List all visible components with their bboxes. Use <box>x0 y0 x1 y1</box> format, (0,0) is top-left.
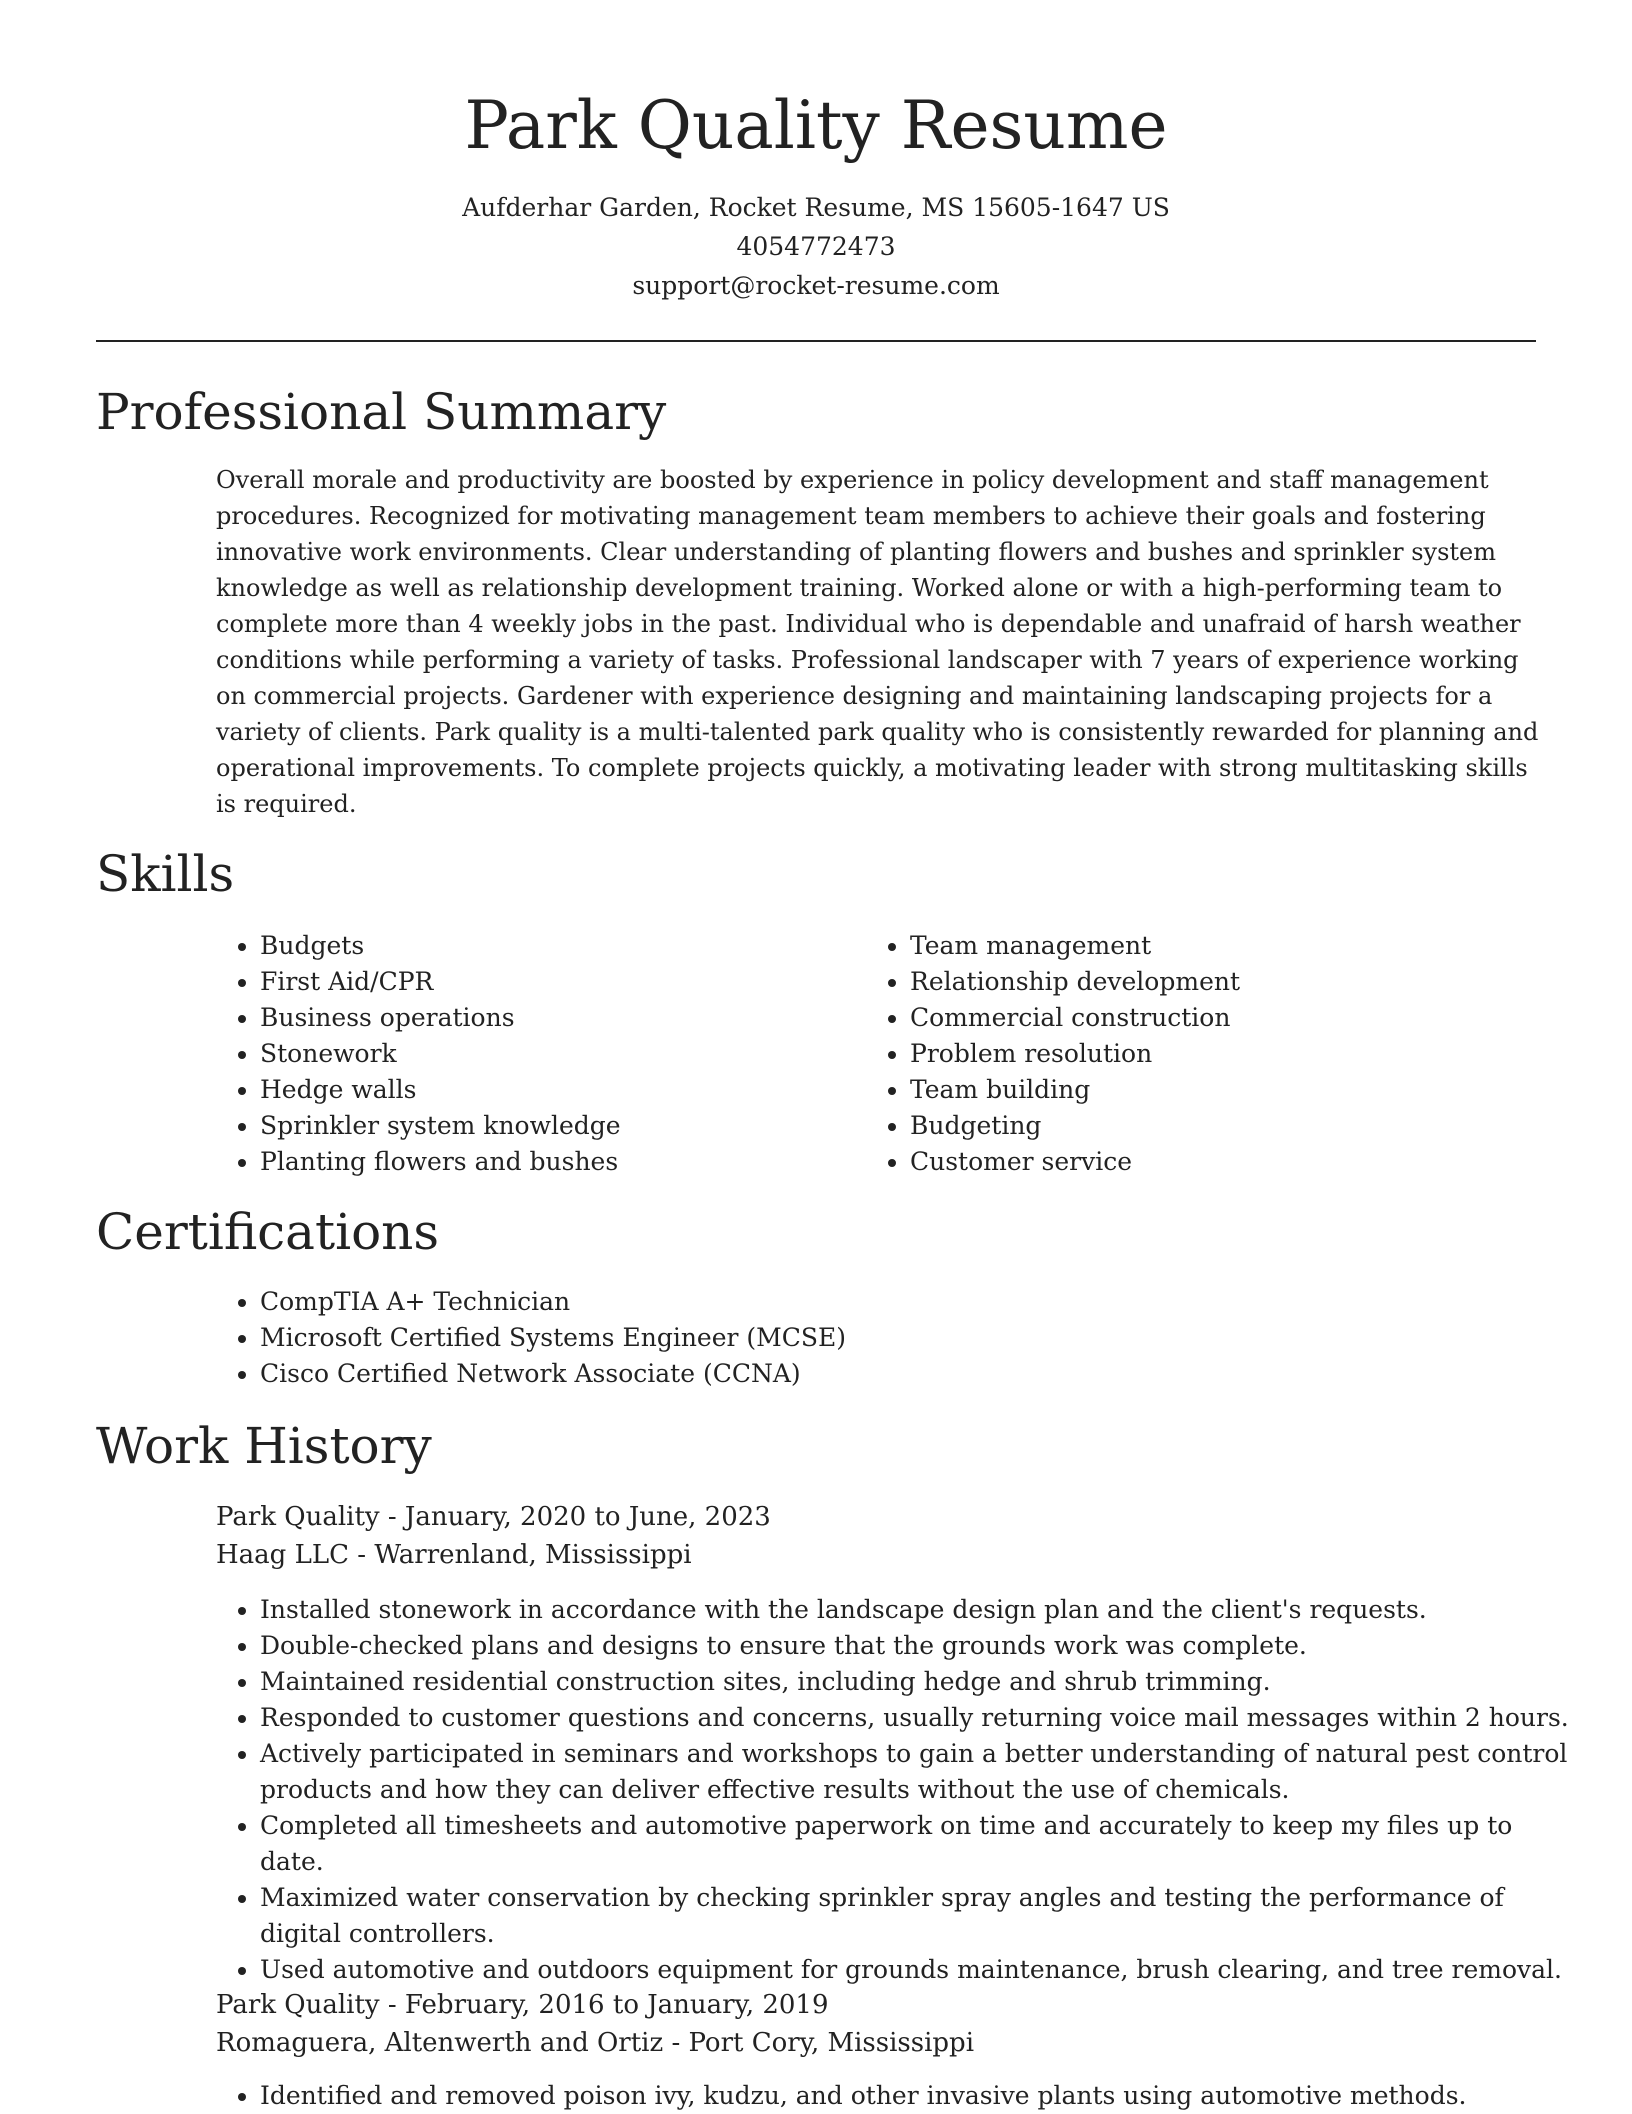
list-item: • Team building <box>910 1072 1550 1108</box>
list-item: • Stonework <box>260 1036 860 1072</box>
list-item: • Budgeting <box>910 1108 1550 1144</box>
list-item: • Sprinkler system knowledge <box>260 1108 860 1144</box>
resume-header <box>0 78 1632 305</box>
contact-phone: 4054772473 <box>736 232 896 261</box>
list-item: • Installed stonework in accordance with the landscape design plan and the client's requests. <box>260 1592 1580 1628</box>
list-item: • Identified and removed poison ivy, kudzu, and other invasive plants using automotive methods. <box>260 2078 1580 2114</box>
skills-heading: Skills <box>96 845 235 903</box>
list-item: • Customer service <box>910 1144 1550 1180</box>
list-item: • Relationship development <box>910 964 1550 1000</box>
list-item: • Budgets <box>260 928 860 964</box>
list-item: • Responded to customer questions and concerns, usually returning voice mail messages within 2 hours. <box>260 1700 1580 1736</box>
list-item: • Used automotive and outdoors equipment for grounds maintenance, brush clearing, and tree removal. <box>260 1952 1580 1988</box>
job-title-dates: Park Quality - January, 2020 to June, 2023 <box>216 1502 771 1532</box>
list-item: • Maintained residential construction sites, including hedge and shrub trimming. <box>260 1664 1580 1700</box>
work-history-heading: Work History <box>96 1417 432 1475</box>
contact-email: support@rocket-resume.com <box>632 271 1000 300</box>
list-item: • First Aid/CPR <box>260 964 860 1000</box>
list-item: • Microsoft Certified Systems Engineer (MCSE) <box>260 1320 1560 1356</box>
summary-text: Overall morale and productivity are boosted by experience in policy development and staff management procedures. Recognized for motivating management team members to achieve their goals and fostering innovative work environments. Clear understanding of planting flowers and bushes and sprinkler system knowledge as well as relationship development training. Worked alone or with a high-performing team to complete more than 4 weekly jobs in the past. Individual who is dependable and unafraid of harsh weather conditions while performing a variety of tasks. Professional landscaper with 7 years of experience working on commercial projects. Gardener with experience designing and maintaining landscaping projects for a variety of clients. Park quality is a multi-talented park quality who is consistently rewarded for planning and operational improvements. To complete projects quickly, a motivating leader with strong multitasking skills is required. <box>216 466 1539 818</box>
list-item: • Maximized water conservation by checking sprinkler spray angles and testing the performance of digital controllers. <box>260 1880 1580 1952</box>
job-title-dates: Park Quality - February, 2016 to January, 2019 <box>216 1990 829 2020</box>
list-item: • Actively participated in seminars and workshops to gain a better understanding of natural pest control products and how they can deliver effective results without the use of chemicals. <box>260 1736 1580 1808</box>
resume-name: Park Quality Resume <box>464 87 1168 164</box>
contact-address: Aufderhar Garden, Rocket Resume, MS 15605-1647 US <box>462 193 1170 222</box>
job-company-location: Romaguera, Altenwerth and Ortiz - Port Cory, Mississippi <box>216 2028 975 2058</box>
header-divider <box>96 340 1536 342</box>
list-item: • Planting flowers and bushes <box>260 1144 860 1180</box>
list-item: • Cisco Certified Network Associate (CCNA) <box>260 1356 1560 1392</box>
summary-heading: Professional Summary <box>96 383 667 441</box>
skills-list-left <box>216 928 860 1180</box>
list-item: • Business operations <box>260 1000 860 1036</box>
list-item: • Team management <box>910 928 1550 964</box>
list-item: • CompTIA A+ Technician <box>260 1284 1560 1320</box>
list-item: • Problem resolution <box>910 1036 1550 1072</box>
list-item: • Double-checked plans and designs to ensure that the grounds work was complete. <box>260 1628 1580 1664</box>
list-item: • Hedge walls <box>260 1072 860 1108</box>
job-bullets <box>216 2078 1580 2114</box>
skills-list-right <box>866 928 1550 1180</box>
list-item: • Completed all timesheets and automotive paperwork on time and accurately to keep my files up to date. <box>260 1808 1580 1880</box>
job-company-location: Haag LLC - Warrenland, Mississippi <box>216 1540 692 1570</box>
list-item: • Commercial construction <box>910 1000 1550 1036</box>
job-bullets <box>216 1592 1580 1988</box>
certifications-list <box>216 1284 1560 1392</box>
certifications-heading: Certifications <box>96 1203 440 1261</box>
